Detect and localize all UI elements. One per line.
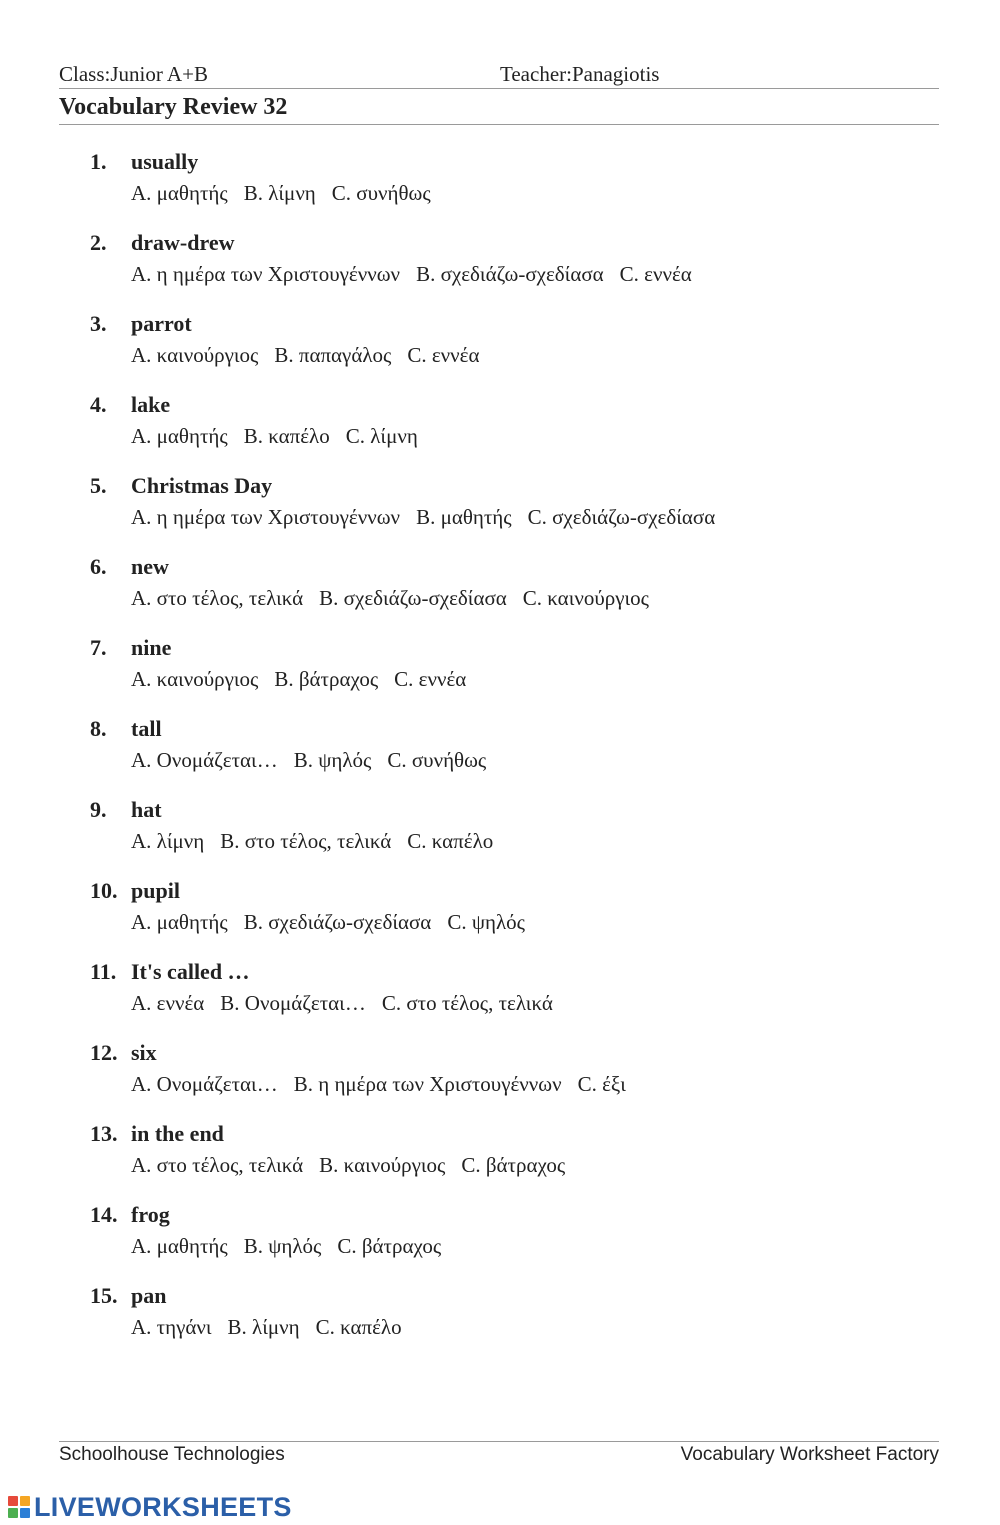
answer-choice[interactable]: C. βάτραχος [337,1234,442,1258]
answer-choices [131,910,541,935]
answer-choice[interactable]: C. στο τέλος, τελικά [381,991,553,1015]
answer-choices [131,1153,581,1178]
answer-choices [131,343,495,368]
answer-choice[interactable]: B. ψηλός [243,1234,322,1258]
answer-choices [131,586,665,611]
answer-choice[interactable]: C. σχεδιάζω-σχεδίασα [527,505,716,529]
answer-choice[interactable]: A. Ονομάζεται… [131,748,278,772]
question-number: 11. [90,959,117,984]
question-word: frog [131,1202,170,1227]
answer-choice[interactable]: C. εννέα [407,343,480,367]
answer-choice[interactable]: A. τηγάνι [131,1315,212,1339]
question-number: 2. [90,230,107,255]
answer-choice[interactable]: A. μαθητής [131,181,228,205]
question-number: 7. [90,635,107,660]
answer-choices [131,667,482,692]
question-item [0,716,1000,797]
answer-choice[interactable]: C. συνήθως [387,748,487,772]
answer-choice[interactable]: A. η ημέρα των Χριστουγέννων [131,505,401,529]
teacher-label: Teacher:Panagiotis [500,62,660,86]
question-word: parrot [131,311,192,336]
answer-choice[interactable]: C. ψηλός [447,910,525,934]
question-word: draw-drew [131,230,235,255]
question-word: Christmas Day [131,473,273,498]
question-item [0,473,1000,554]
answer-choice[interactable]: A. Ονομάζεται… [131,1072,278,1096]
answer-choice[interactable]: A. μαθητής [131,1234,228,1258]
question-word: lake [131,392,171,417]
answer-choice[interactable]: B. η ημέρα των Χριστουγέννων [293,1072,562,1096]
question-number: 6. [90,554,107,579]
answer-choices [131,1072,642,1097]
question-number: 1. [90,149,107,174]
question-item [0,1040,1000,1121]
answer-choices [131,181,447,206]
answer-choice[interactable]: B. καπέλο [243,424,330,448]
answer-choice[interactable]: B. μαθητής [416,505,512,529]
answer-choice[interactable]: A. καινούργιος [131,667,259,691]
answer-choices [131,991,569,1016]
question-word: It's called … [131,959,250,984]
question-number: 10. [90,878,118,903]
answer-choices [131,262,708,287]
worksheet-title: Vocabulary Review 32 [59,94,288,120]
question-number: 14. [90,1202,118,1227]
answer-choice[interactable]: C. έξι [577,1072,626,1096]
question-item [0,149,1000,230]
question-word: pan [131,1283,167,1308]
answer-choices [131,829,509,854]
question-word: hat [131,797,162,822]
question-word: tall [131,716,162,741]
question-list [0,149,1000,1364]
answer-choice[interactable]: C. εννέα [394,667,467,691]
question-item [0,392,1000,473]
question-number: 8. [90,716,107,741]
question-item [0,635,1000,716]
answer-choice[interactable]: B. Ονομάζεται… [220,991,366,1015]
question-item [0,878,1000,959]
question-word: new [131,554,169,579]
question-number: 15. [90,1283,118,1308]
question-item [0,554,1000,635]
answer-choice[interactable]: B. σχεδιάζω-σχεδίασα [319,586,507,610]
answer-choice[interactable]: B. καινούργιος [319,1153,446,1177]
header-divider [59,88,939,89]
answer-choice[interactable]: A. μαθητής [131,424,228,448]
question-word: usually [131,149,199,174]
answer-choice[interactable]: A. εννέα [131,991,205,1015]
question-number: 5. [90,473,107,498]
question-item [0,311,1000,392]
answer-choice[interactable]: B. σχεδιάζω-σχεδίασα [416,262,604,286]
answer-choices [131,1315,418,1340]
footer-product: Vocabulary Worksheet Factory [680,1444,939,1465]
question-number: 3. [90,311,107,336]
question-number: 9. [90,797,107,822]
answer-choice[interactable]: C. βάτραχος [461,1153,566,1177]
liveworksheets-logo-icon [8,1496,30,1518]
question-item [0,230,1000,311]
question-item [0,797,1000,878]
answer-choice[interactable]: A. καινούργιος [131,343,259,367]
question-word: pupil [131,878,180,903]
liveworksheets-logo-text: LIVEWORKSHEETS [34,1491,292,1522]
answer-choice[interactable]: B. σχεδιάζω-σχεδίασα [243,910,432,934]
answer-choice[interactable]: C. συνήθως [331,181,431,205]
answer-choice[interactable]: B. παπαγάλος [274,343,392,367]
answer-choice[interactable]: A. μαθητής [131,910,228,934]
answer-choice[interactable]: B. ψηλός [293,748,372,772]
answer-choice[interactable]: C. λίμνη [345,424,418,448]
footer-divider [59,1441,939,1442]
answer-choice[interactable]: A. στο τέλος, τελικά [131,586,304,610]
answer-choice[interactable]: B. λίμνη [243,181,316,205]
question-item [0,1121,1000,1202]
question-item [0,959,1000,1040]
answer-choice[interactable]: C. καπέλο [407,829,494,853]
answer-choice[interactable]: C. καινούργιος [522,586,649,610]
liveworksheets-logo[interactable] [8,1493,292,1521]
answer-choice[interactable]: A. η ημέρα των Χριστουγέννων [131,262,401,286]
class-label: Class:Junior A+B [59,62,208,86]
answer-choice[interactable]: A. λίμνη [131,829,205,853]
title-divider [59,124,939,125]
question-number: 4. [90,392,107,417]
question-number: 12. [90,1040,118,1065]
question-item [0,1202,1000,1283]
worksheet-header [59,62,939,88]
answer-choice[interactable]: A. στο τέλος, τελικά [131,1153,304,1177]
question-word: in the end [131,1121,224,1146]
answer-choices [131,505,731,530]
question-number: 13. [90,1121,118,1146]
answer-choice[interactable]: C. εννέα [619,262,692,286]
answer-choice[interactable]: B. βάτραχος [274,667,379,691]
answer-choice[interactable]: B. λίμνη [227,1315,300,1339]
question-word: nine [131,635,172,660]
question-word: six [131,1040,157,1065]
answer-choices [131,424,434,449]
answer-choice[interactable]: C. καπέλο [315,1315,402,1339]
answer-choices [131,1234,457,1259]
question-item [0,1283,1000,1364]
footer-publisher: Schoolhouse Technologies [59,1444,285,1465]
answer-choice[interactable]: B. στο τέλος, τελικά [220,829,392,853]
answer-choices [131,748,502,773]
